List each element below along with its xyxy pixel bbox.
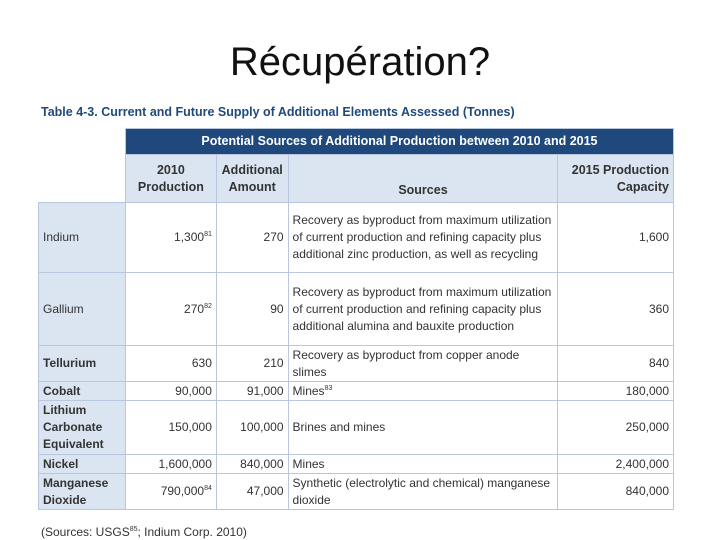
- sources-cell: [288, 382, 558, 401]
- sources-cell: Recovery as byproduct from copper anode slimes: [288, 346, 558, 382]
- sources-footnote: [41, 525, 247, 539]
- sources-cell: Recovery as byproduct from maximum utilization of current production and refining capacity plus additional alumina and bauxite production: [288, 273, 558, 346]
- sources-cell: Recovery as byproduct from maximum utilization of current production and refining capacity plus additional zinc production, as well as recycling: [288, 203, 558, 273]
- additional-amount-cell: 210: [216, 346, 288, 382]
- element-name: Lithium Carbonate Equivalent: [39, 401, 126, 455]
- header-line: Capacity: [616, 179, 669, 194]
- element-name: Tellurium: [39, 346, 126, 382]
- sources-cell: Synthetic (electrolytic and chemical) manganese dioxide: [288, 474, 558, 510]
- production-2010-cell: [125, 203, 216, 273]
- capacity-2015-cell: 360: [558, 273, 674, 346]
- production-value: 630: [191, 356, 212, 370]
- footnote-text: (Sources: USGS: [41, 525, 130, 539]
- header-capacity-2015: [558, 155, 674, 203]
- additional-amount-cell: 47,000: [216, 474, 288, 510]
- element-name: Indium: [39, 203, 126, 273]
- capacity-2015-cell: 840: [558, 346, 674, 382]
- table-row: [39, 203, 674, 273]
- header-production-2010: [125, 155, 216, 203]
- element-name: Nickel: [39, 455, 126, 474]
- table-caption: Table 4-3. Current and Future Supply of Additional Elements Assessed (Tonnes): [41, 105, 515, 119]
- production-2010-cell: [125, 346, 216, 382]
- production-2010-cell: [125, 273, 216, 346]
- production-2010-cell: [125, 455, 216, 474]
- production-2010-cell: [125, 474, 216, 510]
- element-name: Gallium: [39, 273, 126, 346]
- reference-number: 84: [204, 485, 212, 492]
- additional-amount-cell: 90: [216, 273, 288, 346]
- capacity-2015-cell: 840,000: [558, 474, 674, 510]
- footnote-text: ; Indium Corp. 2010): [137, 525, 247, 539]
- reference-number: 83: [324, 384, 333, 392]
- blank-header-cell: [39, 129, 126, 155]
- table-header-row: [39, 155, 674, 203]
- production-2010-cell: [125, 382, 216, 401]
- additional-amount-cell: 270: [216, 203, 288, 273]
- additional-amount-cell: 91,000: [216, 382, 288, 401]
- production-value: 270: [184, 301, 205, 316]
- production-value: 1,300: [174, 230, 205, 244]
- table-row: [39, 474, 674, 510]
- production-value: 790,000: [160, 484, 205, 498]
- table-row: [39, 273, 674, 346]
- table-row: [39, 401, 674, 455]
- production-value: 1,600,000: [158, 456, 212, 471]
- additional-amount-cell: 840,000: [216, 455, 288, 474]
- header-line: Additional: [221, 162, 283, 177]
- header-sources: Sources: [288, 155, 558, 203]
- header-line: 2015 Production: [571, 162, 669, 177]
- supply-table: [38, 128, 674, 510]
- header-line: Amount: [228, 179, 276, 194]
- capacity-2015-cell: 180,000: [558, 382, 674, 401]
- sources-cell: Brines and mines: [288, 401, 558, 455]
- table-banner: Potential Sources of Additional Production between 2010 and 2015: [125, 129, 673, 155]
- table-row: [39, 382, 674, 401]
- header-line: Production: [137, 179, 204, 194]
- reference-number: 82: [204, 302, 212, 310]
- capacity-2015-cell: 250,000: [558, 401, 674, 455]
- element-name: Cobalt: [39, 382, 126, 401]
- element-name: Manganese Dioxide: [39, 474, 126, 510]
- header-line: 2010: [156, 162, 185, 177]
- production-2010-cell: [125, 401, 216, 455]
- reference-number: 85: [129, 526, 138, 533]
- sources-cell: Mines: [288, 455, 558, 474]
- additional-amount-cell: 100,000: [216, 401, 288, 455]
- slide-title: Récupération?: [229, 40, 491, 84]
- production-value: 90,000: [175, 383, 212, 398]
- reference-number: 81: [204, 231, 212, 238]
- capacity-2015-cell: 1,600: [558, 203, 674, 273]
- table-banner-row: [39, 129, 674, 155]
- header-additional-amount: [216, 155, 288, 203]
- table-row: [39, 346, 674, 382]
- production-value: 150,000: [168, 420, 212, 434]
- capacity-2015-cell: 2,400,000: [558, 455, 674, 474]
- table-row: [39, 455, 674, 474]
- sources-text: Mines: [292, 383, 325, 398]
- blank-header-cell: [39, 155, 126, 203]
